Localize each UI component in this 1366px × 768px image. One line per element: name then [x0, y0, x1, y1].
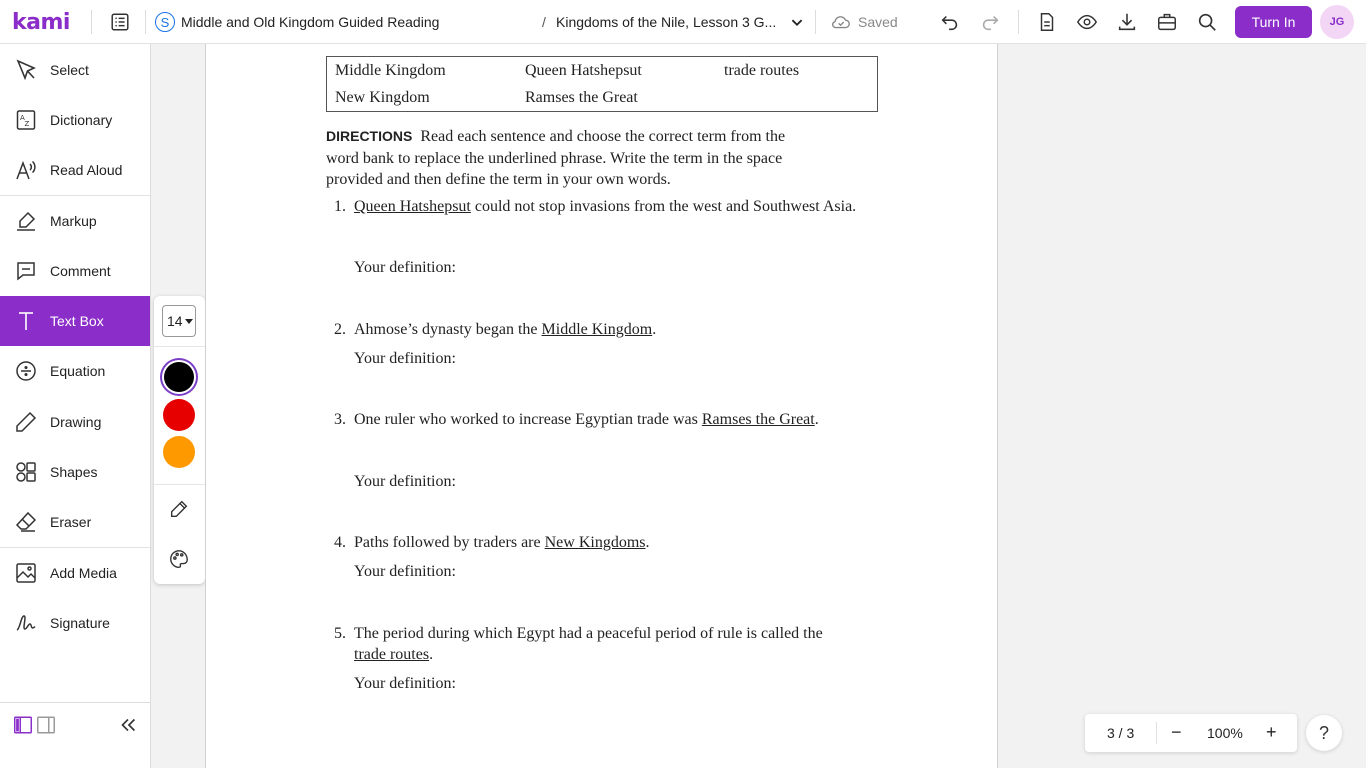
save-status-label: Saved	[858, 14, 898, 30]
zoom-out-button[interactable]: −	[1171, 722, 1182, 742]
question-2	[354, 321, 656, 339]
svg-text:A: A	[20, 114, 25, 122]
tool-markup[interactable]	[0, 196, 150, 246]
underlined-term: Ramses the Great	[701, 411, 815, 428]
redo-icon[interactable]	[976, 8, 1004, 36]
definition-label: Your definition:	[354, 563, 456, 580]
question-text: could not stop invasions from the west and Southwest Asia.	[470, 198, 857, 215]
underlined-term: trade routes	[354, 646, 430, 663]
tool-label: Markup	[50, 213, 97, 229]
divider	[145, 10, 146, 34]
directions-label: DIRECTIONS	[326, 128, 413, 144]
question-text: .	[429, 646, 434, 663]
tool-label: Dictionary	[50, 112, 113, 128]
question-text: One ruler who worked to increase Egyptian trade was	[354, 411, 702, 428]
word-bank-term: trade routes	[724, 62, 800, 79]
highlighter-icon	[14, 209, 38, 233]
question-text: .	[814, 411, 819, 428]
question-1	[354, 198, 856, 216]
tool-signature[interactable]	[0, 598, 150, 648]
color-palette-icon[interactable]	[165, 545, 193, 573]
eye-icon[interactable]	[1073, 8, 1101, 36]
word-bank-term: Queen Hatshepsut	[525, 62, 642, 79]
font-size-value: 14	[167, 313, 183, 329]
tool-add-media[interactable]	[0, 548, 150, 598]
save-status	[830, 0, 898, 44]
breadcrumb-separator: /	[542, 14, 546, 30]
definition-label: Your definition:	[354, 473, 456, 490]
tool-label: Equation	[50, 363, 106, 379]
tool-label: Eraser	[50, 514, 92, 530]
undo-icon[interactable]	[936, 8, 964, 36]
question-number: 3.	[334, 411, 346, 428]
chevron-down-icon[interactable]	[783, 8, 811, 36]
page-indicator[interactable]: 3 / 3	[1107, 725, 1135, 741]
zoom-level[interactable]: 100%	[1207, 725, 1243, 741]
avatar[interactable]: JG	[1320, 5, 1354, 39]
cloud-check-icon	[830, 11, 852, 33]
word-bank	[326, 56, 878, 112]
question-3	[354, 411, 819, 429]
text-icon	[14, 309, 38, 333]
dictionary-icon	[14, 108, 38, 132]
question-number: 5.	[334, 625, 346, 642]
divide-icon	[14, 359, 38, 383]
tool-label: Select	[50, 62, 89, 78]
tool-dictionary[interactable]	[0, 95, 150, 145]
tool-eraser[interactable]	[0, 497, 150, 547]
underlined-term: New Kingdoms	[544, 534, 646, 551]
pen-icon	[14, 410, 38, 434]
color-swatch-black[interactable]	[164, 362, 194, 392]
underlined-term: Middle Kingdom	[541, 321, 653, 338]
tool-select[interactable]	[0, 45, 150, 95]
question-5-line-2	[354, 646, 433, 664]
question-number: 1.	[334, 198, 346, 215]
shapes-icon	[14, 460, 38, 484]
divider	[1156, 722, 1157, 744]
word-bank-term: New Kingdom	[335, 89, 430, 106]
tool-equation[interactable]	[0, 346, 150, 396]
question-text: .	[652, 321, 657, 338]
search-icon[interactable]	[1193, 8, 1221, 36]
tool-label: Comment	[50, 263, 111, 279]
tool-label: Read Aloud	[50, 162, 123, 178]
tool-label: Drawing	[50, 414, 102, 430]
signature-icon	[14, 611, 38, 635]
tool-shapes[interactable]	[0, 447, 150, 497]
question-number: 2.	[334, 321, 346, 338]
help-button[interactable]: ?	[1306, 715, 1342, 751]
assignment-title[interactable]: Kingdoms of the Nile, Lesson 3 G...	[556, 14, 777, 30]
turn-in-button[interactable]: Turn In	[1235, 6, 1312, 38]
classroom-badge: S	[155, 12, 175, 32]
question-text: Paths followed by traders are	[354, 534, 545, 551]
top-bar	[0, 0, 1366, 44]
kami-logo[interactable]: kami	[12, 9, 70, 35]
divider	[815, 10, 816, 34]
divider	[154, 484, 205, 485]
tool-label: Shapes	[50, 464, 98, 480]
eyedropper-icon[interactable]	[165, 495, 193, 523]
word-bank-term: Middle Kingdom	[335, 62, 446, 79]
eraser-icon	[14, 510, 38, 534]
question-text: Ahmose’s dynasty began the	[354, 321, 542, 338]
question-5-line-1: The period during which Egypt had a peaceful period of rule is called the	[354, 625, 823, 642]
two-page-view-icon[interactable]	[32, 711, 60, 739]
tool-label: Text Box	[50, 313, 104, 329]
font-size-select[interactable]	[162, 305, 196, 337]
document-page[interactable]	[205, 44, 998, 768]
divider	[1018, 10, 1019, 34]
svg-text:Z: Z	[24, 120, 30, 128]
color-swatch-orange[interactable]	[163, 436, 195, 468]
text-style-palette	[154, 296, 205, 584]
read-aloud-icon	[14, 158, 38, 182]
underlined-term: Queen Hatshepsut	[354, 198, 471, 215]
caret-down-icon	[185, 319, 193, 324]
directions	[326, 126, 796, 191]
document-info-icon[interactable]	[1033, 8, 1061, 36]
tool-label: Add Media	[50, 565, 117, 581]
definition-label: Your definition:	[354, 259, 456, 276]
definition-label: Your definition:	[354, 675, 456, 692]
page-zoom-controls	[1085, 714, 1297, 752]
tool-drawing[interactable]	[0, 397, 150, 447]
comment-icon	[14, 259, 38, 283]
cursor-icon	[14, 58, 38, 82]
tool-text-box[interactable]	[0, 296, 150, 346]
question-number: 4.	[334, 534, 346, 551]
question-4	[354, 534, 650, 552]
divider	[154, 346, 205, 347]
divider	[0, 702, 150, 703]
tool-sidebar	[0, 44, 151, 768]
tool-comment[interactable]	[0, 246, 150, 296]
document-outline-icon[interactable]	[106, 8, 134, 36]
image-icon	[14, 561, 38, 585]
word-bank-term: Ramses the Great	[525, 89, 638, 106]
document-title[interactable]: Middle and Old Kingdom Guided Reading	[181, 14, 440, 30]
definition-label: Your definition:	[354, 350, 456, 367]
question-text: .	[645, 534, 650, 551]
collapse-sidebar-icon[interactable]	[114, 711, 142, 739]
color-swatch-red[interactable]	[163, 399, 195, 431]
tool-label: Signature	[50, 615, 110, 631]
zoom-in-button[interactable]: +	[1266, 722, 1277, 742]
tool-read-aloud[interactable]	[0, 145, 150, 195]
directions-text: Read each sentence and choose the correct term from the word bank to replace the underlined phrase. Write the term in the space provided and then define the term in your own words.	[326, 128, 786, 188]
divider	[91, 10, 92, 34]
toolbox-icon[interactable]	[1153, 8, 1181, 36]
download-icon[interactable]	[1113, 8, 1141, 36]
